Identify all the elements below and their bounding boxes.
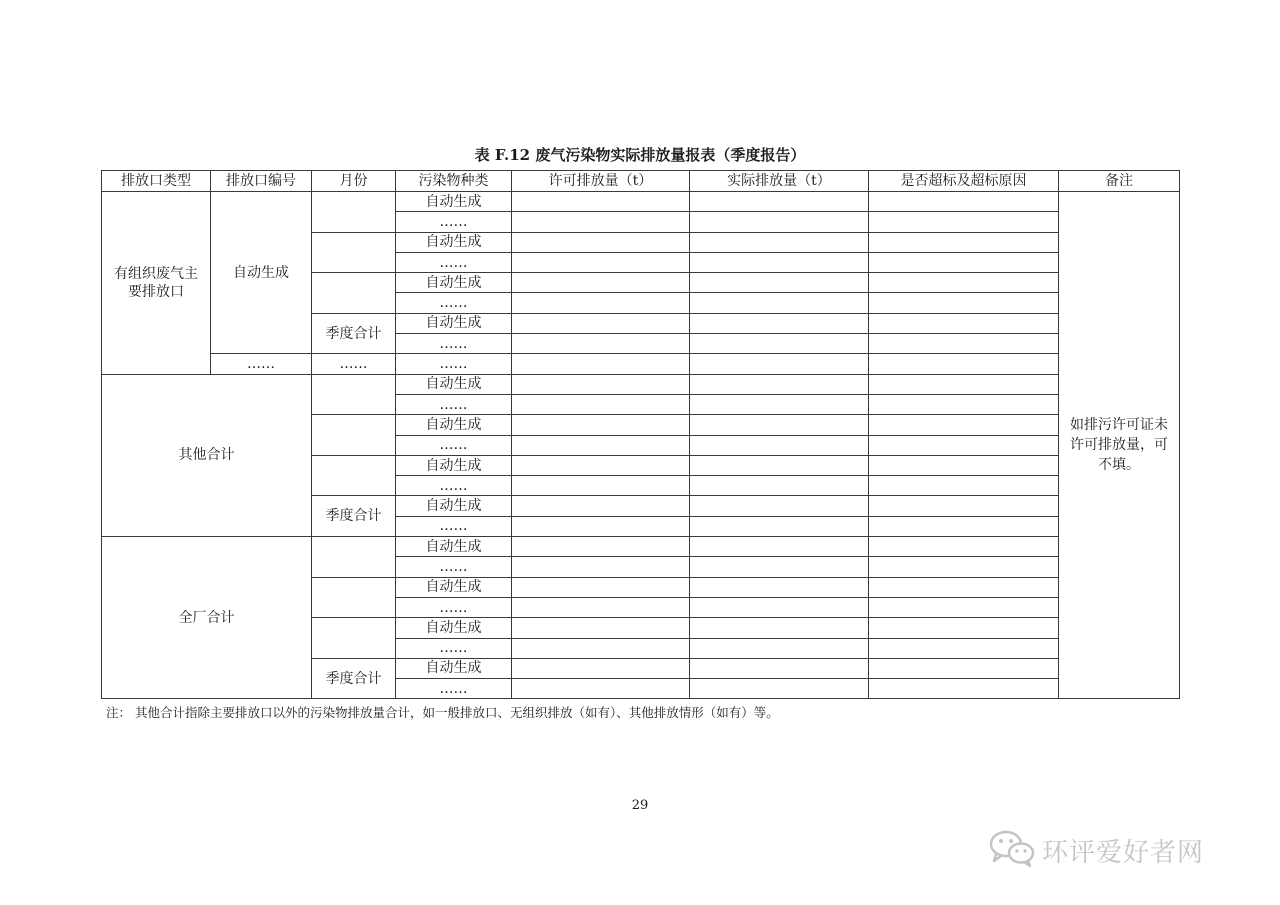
header-month: 月份 <box>312 171 396 192</box>
table-row <box>102 537 1180 557</box>
header-pollutant: 污染物种类 <box>396 171 512 192</box>
quarter-total: 季度合计 <box>312 658 396 699</box>
pollutant-auto: 自动生成 <box>396 537 512 557</box>
pollutant-dots: …… <box>396 476 512 496</box>
month-cell <box>312 273 396 314</box>
pollutant-auto: 自动生成 <box>396 415 512 435</box>
pollutant-dots: …… <box>396 638 512 658</box>
actual-cell <box>690 192 869 212</box>
month-cell <box>312 374 396 415</box>
outlet-type-main: 有组织废气主要排放口 <box>102 192 211 375</box>
pollutant-auto: 自动生成 <box>396 232 512 252</box>
watermark-text: 环评爱好者网 <box>1042 837 1205 868</box>
outlet-type-other: 其他合计 <box>102 374 312 536</box>
table-row <box>102 374 1180 394</box>
pollutant-dots: …… <box>396 252 512 272</box>
pollutant-auto: 自动生成 <box>396 192 512 212</box>
header-actual: 实际排放量（t） <box>690 171 869 192</box>
pollutant-auto: 自动生成 <box>396 455 512 475</box>
exceed-cell <box>869 192 1059 212</box>
emission-report-table <box>101 170 1180 699</box>
pollutant-dots: …… <box>396 435 512 455</box>
month-cell <box>312 415 396 456</box>
pollutant-dots: …… <box>396 334 512 354</box>
pollutant-dots: …… <box>396 293 512 313</box>
footnote: 注： 其他合计指除主要排放口以外的污染物排放量合计，如一般排放口、无组织排放（如有）、其他排放情形（如有）等。 <box>106 705 779 720</box>
table-row <box>102 192 1180 212</box>
month-dots: …… <box>312 354 396 374</box>
pollutant-auto: 自动生成 <box>396 658 512 678</box>
permitted-cell <box>512 192 690 212</box>
pollutant-auto: 自动生成 <box>396 577 512 597</box>
month-cell <box>312 618 396 659</box>
month-cell <box>312 192 396 233</box>
table-title: 表 F.12 废气污染物实际排放量报表（季度报告） <box>474 146 806 164</box>
pollutant-dots: …… <box>396 394 512 414</box>
pollutant-dots: …… <box>396 516 512 536</box>
header-outlet-type: 排放口类型 <box>102 171 211 192</box>
page-number: 29 <box>631 798 649 813</box>
pollutant-dots: …… <box>396 212 512 232</box>
remark-cell: 如排污许可证未许可排放量，可不填。 <box>1059 192 1180 699</box>
month-cell <box>312 577 396 618</box>
pollutant-auto: 自动生成 <box>396 374 512 394</box>
quarter-total: 季度合计 <box>312 496 396 537</box>
header-exceed: 是否超标及超标原因 <box>869 171 1059 192</box>
pollutant-dots: …… <box>396 679 512 699</box>
month-cell <box>312 232 396 273</box>
table-row <box>102 354 1180 374</box>
outlet-number-auto: 自动生成 <box>211 192 312 354</box>
month-cell <box>312 455 396 496</box>
pollutant-auto: 自动生成 <box>396 313 512 333</box>
wechat-icon <box>988 828 1036 872</box>
pollutant-dots: …… <box>396 354 512 374</box>
outlet-type-plant: 全厂合计 <box>102 537 312 699</box>
header-outlet-no: 排放口编号 <box>211 171 312 192</box>
pollutant-dots: …… <box>396 597 512 617</box>
header-remark: 备注 <box>1059 171 1180 192</box>
watermark <box>988 828 1204 872</box>
pollutant-dots: …… <box>396 557 512 577</box>
pollutant-auto: 自动生成 <box>396 618 512 638</box>
pollutant-auto: 自动生成 <box>396 496 512 516</box>
month-cell <box>312 537 396 578</box>
header-row <box>102 171 1180 192</box>
pollutant-auto: 自动生成 <box>396 273 512 293</box>
header-permitted: 许可排放量（t） <box>512 171 690 192</box>
quarter-total: 季度合计 <box>312 313 396 354</box>
outlet-number-dots: …… <box>211 354 312 374</box>
